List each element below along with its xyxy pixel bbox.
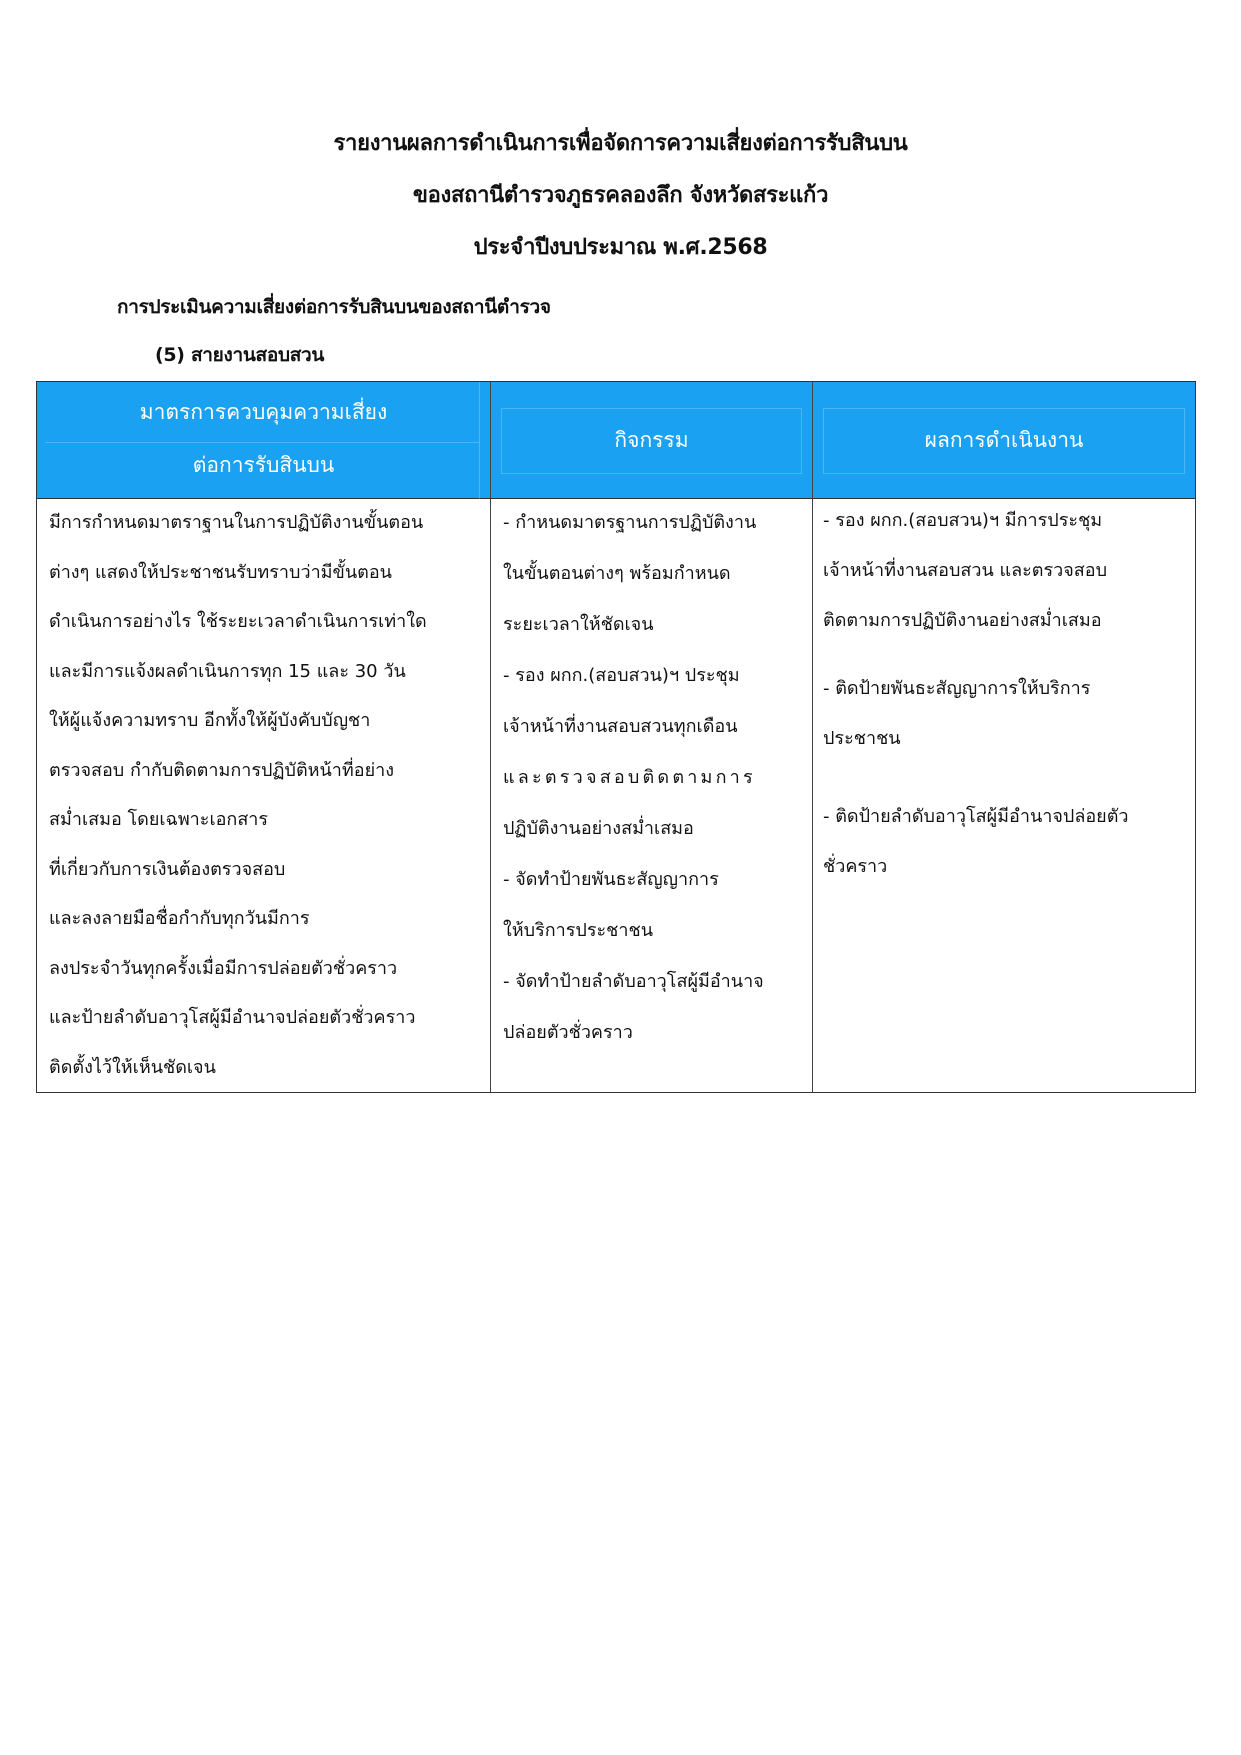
header-measures xyxy=(37,382,491,498)
activities-line: ปล่อยตัวชั่วคราว xyxy=(503,1022,633,1043)
activities-line: - กำหนดมาตรฐานการปฏิบัติงาน xyxy=(503,512,757,533)
header-activities-label: กิจกรรม xyxy=(614,428,689,452)
activities-line: ปฏิบัติงานอย่างสม่ำเสมอ xyxy=(503,818,694,839)
header-results xyxy=(813,382,1195,498)
results-line: - รอง ผกก.(สอบสวน)ฯ มีการประชุม xyxy=(823,510,1103,531)
measures-line: และป้ายลำดับอาวุโสผู้มีอำนาจปล่อยตัวชั่วคราว xyxy=(49,1007,416,1028)
measures-line: ให้ผู้แจ้งความทราบ อีกทั้งให้ผู้บังคับบัญชา xyxy=(49,710,371,731)
results-line: - ติดป้ายลำดับอาวุโสผู้มีอำนาจปล่อยตัว xyxy=(823,806,1129,827)
measures-line: และลงลายมือชื่อกำกับทุกวันมีการ xyxy=(49,908,310,929)
measures-line: ดำเนินการอย่างไร ใช้ระยะเวลาดำเนินการเท่าใด xyxy=(49,611,427,632)
activities-line: และตรวจสอบติดตามการ xyxy=(503,767,756,788)
header-measures-line-2: ต่อการรับสินบน xyxy=(192,453,335,477)
results-line: เจ้าหน้าที่งานสอบสวน และตรวจสอบ xyxy=(823,560,1108,581)
risk-measures-table xyxy=(36,381,1196,1093)
activities-line: - จัดทำป้ายลำดับอาวุโสผู้มีอำนาจ xyxy=(503,971,764,992)
title-line-1: รายงานผลการดำเนินการเพื่อจัดการความเสี่ยงต่อการรับสินบน xyxy=(333,131,908,156)
activities-cell xyxy=(491,499,813,1092)
measures-line: ติดตั้งไว้ให้เห็นชัดเจน xyxy=(49,1056,216,1078)
header-measures-line-1: มาตรการควบคุมความเสี่ยง xyxy=(139,400,388,424)
title-line-3: ประจำปีงบประมาณ พ.ศ.2568 xyxy=(473,235,768,260)
results-line: - ติดป้ายพันธะสัญญาการให้บริการ xyxy=(823,678,1091,699)
header-results-label: ผลการดำเนินงาน xyxy=(924,428,1084,452)
measures-line: สม่ำเสมอ โดยเฉพาะเอกสาร xyxy=(49,809,269,830)
activities-line: ในขั้นตอนต่างๆ พร้อมกำหนด xyxy=(503,563,731,584)
title-line-2: ของสถานีตำรวจภูธรคลองลึก จังหวัดสระแก้ว xyxy=(412,183,829,208)
measures-line: ที่เกี่ยวกับการเงินต้องตรวจสอบ xyxy=(49,858,286,880)
measures-line: ต่างๆ แสดงให้ประชาชนรับทราบว่ามีขั้นตอน xyxy=(49,561,392,583)
measures-line: และมีการแจ้งผลดำเนินการทุก 15 และ 30 วัน xyxy=(49,660,406,682)
measures-line: มีการกำหนดมาตราฐานในการปฏิบัติงานขั้นตอน xyxy=(49,512,424,533)
activities-line: ระยะเวลาให้ชัดเจน xyxy=(503,614,654,635)
activities-line: - รอง ผกก.(สอบสวน)ฯ ประชุม xyxy=(503,665,740,686)
measures-line: ลงประจำวันทุกครั้งเมื่อมีการปล่อยตัวชั่วคราว xyxy=(49,957,398,979)
results-line: ประชาชน xyxy=(823,728,901,749)
results-cell xyxy=(813,499,1195,1092)
measures-line: ตรวจสอบ กำกับติดตามการปฏิบัติหน้าที่อย่าง xyxy=(49,759,395,781)
activities-line: ให้บริการประชาชน xyxy=(503,920,654,941)
table-header-row xyxy=(37,382,1195,499)
results-line: ติดตามการปฏิบัติงานอย่างสม่ำเสมอ xyxy=(823,610,1102,631)
subsection-heading: (5) สายงานสอบสวน xyxy=(155,344,325,366)
activities-line: - จัดทำป้ายพันธะสัญญาการ xyxy=(503,869,719,890)
results-line: ชั่วคราว xyxy=(823,856,888,877)
table-row xyxy=(37,499,1195,1092)
header-activities xyxy=(491,382,813,498)
section-heading: การประเมินความเสี่ยงต่อการรับสินบนของสถานีตำรวจ xyxy=(117,296,551,318)
measures-cell xyxy=(37,499,491,1092)
document-title xyxy=(0,118,1241,274)
activities-line: เจ้าหน้าที่งานสอบสวนทุกเดือน xyxy=(503,716,738,737)
